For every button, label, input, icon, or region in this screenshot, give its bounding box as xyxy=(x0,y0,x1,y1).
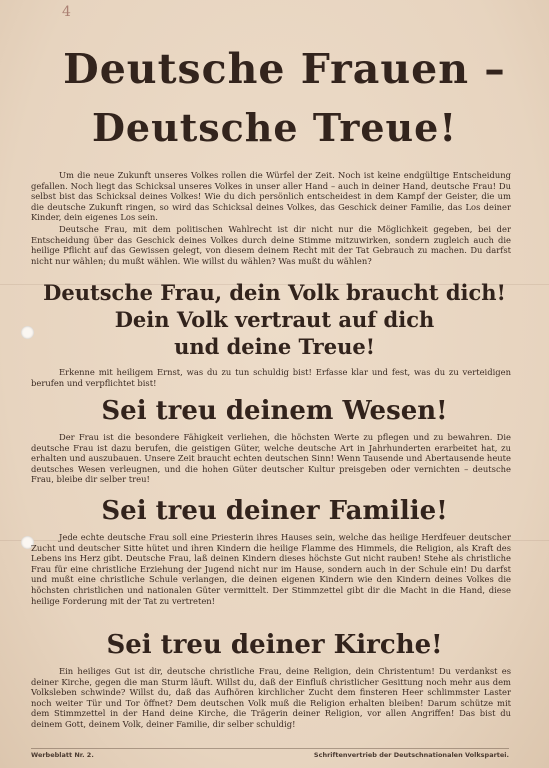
intro-paragraph-1: Um die neue Zukunft unseres Volkes rollen die Würfel der Zeit. Noch ist keine endgültige Entscheidung gefallen. Noch liegt das Schicksal unseres Volkes in unser aller Hand – auch in deiner Hand, deutsche Frau! Du selbst bist das Schicksal deines Volkes! Wie du dich persönlich entscheidest in dem Kampf der Geister, die um die deutsche Zukunft ringen, so wird das Schicksal deines Volkes, das Geschick deiner Familie, das Los deiner Kinder, dein eigenes Los sein. xyxy=(31,170,511,223)
text-kirche: Ein heiliges Gut ist dir, deutsche christliche Frau, deine Religion, dein Christentum! Du verdankst es deiner Kirche, gegen die man Sturm läuft. Willst du, daß der Einfluß christlicher Gesittung noch mehr aus dem Volksleben schwinde? Willst du, daß das Aufhören kirchlicher Zucht dem finsteren Heer schlimmster Laster noch weiter Tür und Tor öffnet? Dem deutschen Volk muß die Religion erhalten bleiben! Darum schütze mit dem Stimmzettel in der Hand deine Kirche, die Trägerin deiner Religion, vor allen Angriffen! Das bist du deinem Gott, deinem Volk, deiner Familie, dir selber schuldig! xyxy=(31,666,511,729)
heading-wesen: Sei treu deinem Wesen! xyxy=(101,396,448,426)
footer-right: Schriftenvertrieb der Deutschnationalen Volkspartei. xyxy=(313,751,509,759)
main-heading-line-2: Dein Volk vertraut auf dich xyxy=(114,307,435,332)
main-heading-line-1: Deutsche Frau, dein Volk braucht dich! xyxy=(43,280,506,305)
main-heading-line-3: und deine Treue! xyxy=(174,334,375,359)
main-paragraph: Erkenne mit heiligem Ernst, was du zu tun schuldig bist! Erfasse klar und fest, was du zu verteidigen berufen und verpflichtet bist! xyxy=(31,367,511,388)
title-line-1: Deutsche Frauen – xyxy=(63,45,506,93)
handwritten-mark: 4 xyxy=(62,4,71,20)
footer xyxy=(31,748,509,759)
footer-left: Werbeblatt Nr. 2. xyxy=(31,751,94,759)
heading-kirche: Sei treu deiner Kirche! xyxy=(106,630,443,660)
title-line-2: Deutsche Treue! xyxy=(91,105,458,150)
intro-paragraph-2: Deutsche Frau, mit dem politischen Wahlrecht ist dir nicht nur die Möglichkeit gegeben, bei der Entscheidung über das Geschick deines Volkes durch deine Stimme mitzuwirken, sondern zugleich auch die heilige Pflicht auf das Gewissen gelegt, von diesem deinem Recht mit der Tat Gebrauch zu machen. Du darfst nicht nur wählen; du mußt wählen. Wie willst du wählen? Was mußt du wählen? xyxy=(31,224,511,266)
heading-familie: Sei treu deiner Familie! xyxy=(101,496,448,526)
text-wesen: Der Frau ist die besondere Fähigkeit verliehen, die höchsten Werte zu pflegen und zu bewahren. Die deutsche Frau ist dazu berufen, die geistigen Güter, welche deutsche Art in Jahrhunderten erarbeitet hat, zu erhalten und auszubauen. Unsere Zeit braucht echten deutschen Sinn! Wenn Tausende und Abertausende heute deutsches Wesen verleugnen, und die hohen Güter deutscher Kultur preisgeben oder vernichten – deutsche Frau, bleibe dir selber treu! xyxy=(31,432,511,485)
text-familie: Jede echte deutsche Frau soll eine Priesterin ihres Hauses sein, welche das heilige Herdfeuer deutscher Zucht und deutscher Sitte hütet und ihren Kindern die heilige Flamme des Himmels, die Religion, als Kraft des Lebens ins Herz gibt. Deutsche Frau, laß deinen Kindern dieses höchste Gut nicht rauben! Stehe als christliche Frau für eine christliche Erziehung der Jugend nicht nur im Hause, sondern auch in der Schule ein! Du darfst und mußt eine christliche Schule verlangen, die deinen eigenen Kindern wie den Kindern deines Volkes die höchsten christlichen und nationalen Güter vermittelt. Der Stimmzettel gibt dir die Macht in die Hand, diese heilige Forderung mit der Tat zu vertreten! xyxy=(31,532,511,606)
